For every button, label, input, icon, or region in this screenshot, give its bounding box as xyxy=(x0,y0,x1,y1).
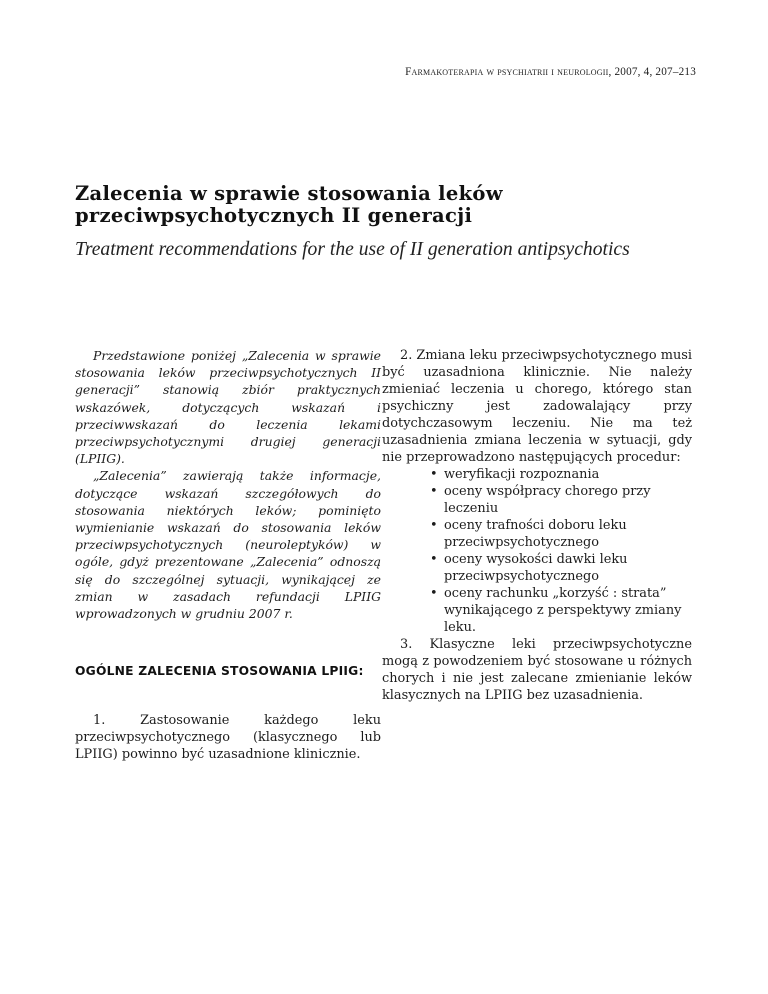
procedure-list xyxy=(382,466,692,636)
abstract-paragraph-1: Przedstawione poniżej „Zalecenia w sprawie stosowania leków przeciwpsychotycznych II generacji” stanowią zbiór praktycznych wskazówek, dotyczących wskazań i przeciwwskazań do leczenia lekami przeciwpsychotycznymi drugiej generacji (LPIIG). xyxy=(75,348,381,467)
left-column xyxy=(75,347,381,763)
list-item: • weryfikacji rozpoznania xyxy=(430,466,692,483)
list-item: • oceny rachunku „korzyść : strata” wynikającego z perspektywy zmiany leku. xyxy=(430,585,692,636)
article-subtitle: Treatment recommendations for the use of II generation antipsychotics xyxy=(75,239,630,260)
abstract xyxy=(75,347,381,622)
recommendation-1: 1. Zastosowanie każdego leku przeciwpsychotycznego (klasycznego lub LPIIG) powinno być uzasadnione klinicznie. xyxy=(75,713,381,763)
list-item: • oceny współpracy chorego przy leczeniu xyxy=(430,483,692,517)
citation: , 2007, 4, 207–213 xyxy=(608,66,696,78)
list-item: • oceny wysokości dawki leku przeciwpsychotycznego xyxy=(430,551,692,585)
recommendation-2: 2. Zmiana leku przeciwpsychotycznego musi być uzasadniona klinicznie. Nie należy zmieniać leczenia u chorego, którego stan psychiczny jest zadowalający przy dotychczasowym leczeniu. Nie ma też uzasadnienia zmiana leczenia w sytuacji, gdy nie przeprowadzono następujących procedur: xyxy=(382,348,692,465)
running-header xyxy=(405,66,696,78)
list-item: • oceny trafności doboru leku przeciwpsychotycznego xyxy=(430,517,692,551)
section-heading: OGÓLNE ZALECENIA STOSOWANIA LPIIG: xyxy=(75,664,364,679)
right-column xyxy=(382,347,692,704)
recommendation-3: 3. Klasyczne leki przeciwpsychotyczne mogą z powodzeniem być stosowane u różnych chorych i nie jest zalecane zmienianie leków klasycznych na LPIIG bez uzasadnienia. xyxy=(382,637,692,703)
abstract-paragraph-2: „Zalecenia” zawierają także informacje, dotyczące wskazań szczegółowych do stosowania niektórych leków; pominięto wymienianie wskazań do stosowania leków przeciwpsychotycznych (neuroleptyków) w ogóle, gdyż prezentowane „Zalecenia” odnoszą się do szczególnej sytuacji, wynikającej ze zmian w zasadach refundacji LPIIG wprowadzonych w grudniu 2007 r. xyxy=(75,468,381,622)
article-title: Zalecenia w sprawie stosowania leków przeciwpsychotycznych II generacji xyxy=(75,182,503,227)
journal-name: Farmakoterapia w psychiatrii i neurologii xyxy=(405,66,609,78)
